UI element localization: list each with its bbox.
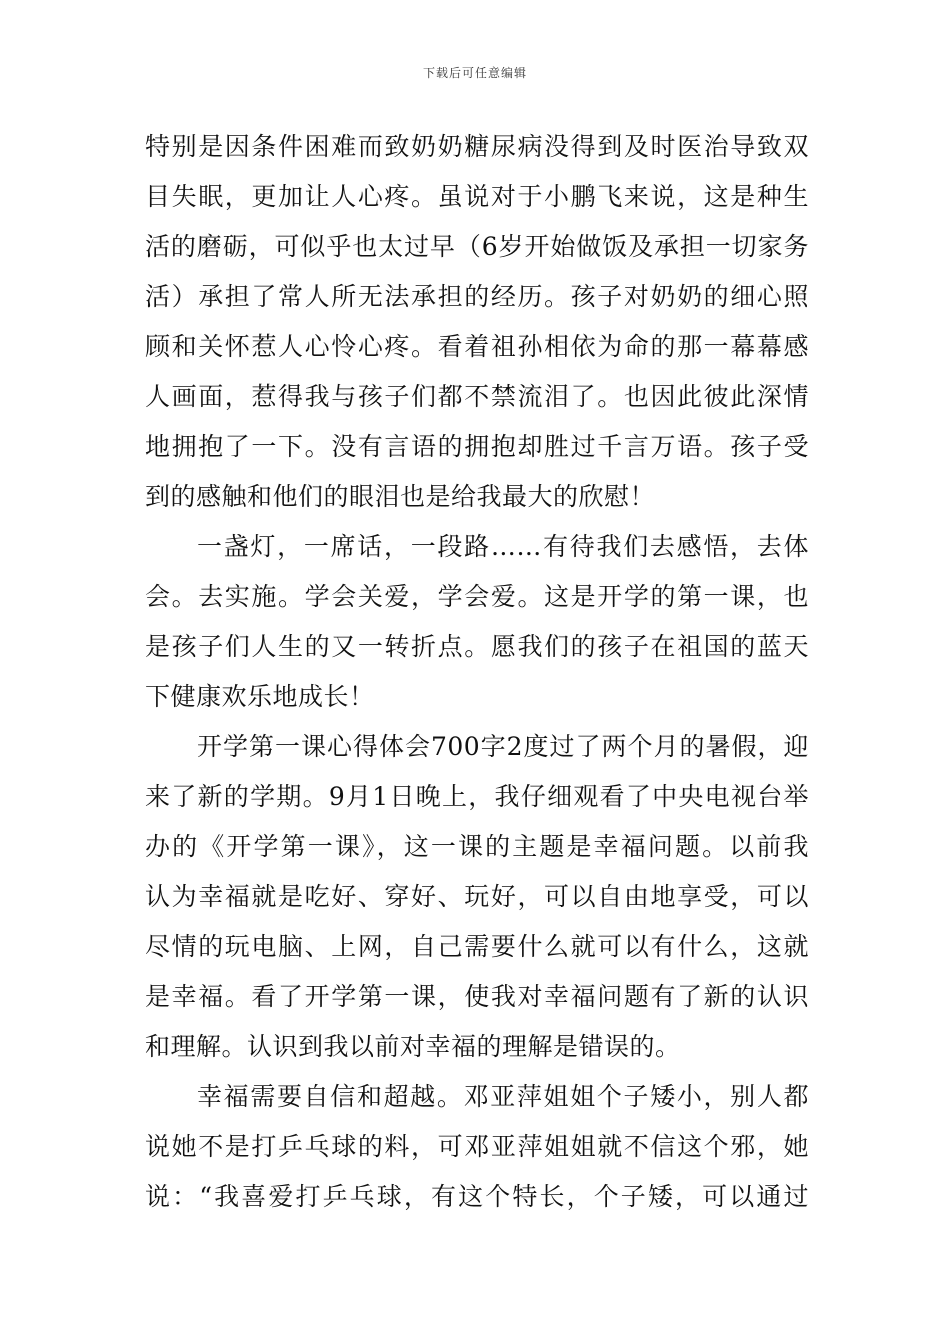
text-line: 来了新的学期。9月1日晚上，我仔细观看了中央电视台举 bbox=[145, 782, 809, 811]
text-line: 和理解。认识到我以前对幸福的理解是错误的。 bbox=[145, 1032, 681, 1061]
text-line: 特别是因条件困难而致奶奶糖尿病没得到及时医治导致双 bbox=[145, 132, 809, 161]
text-line: 活的磨砺，可似乎也太过早（6岁开始做饭及承担一切家务 bbox=[145, 232, 809, 261]
text-line: 顾和关怀惹人心怜心疼。看着祖孙相依为命的那一幕幕感 bbox=[145, 332, 809, 361]
page-header: 下载后可任意编辑 bbox=[422, 66, 527, 80]
text-line: 办的《开学第一课》，这一课的主题是幸福问题。以前我 bbox=[145, 832, 809, 861]
paragraph bbox=[145, 722, 809, 1072]
text-line: 幸福需要自信和超越。邓亚萍姐姐个子矮小，别人都 bbox=[197, 1082, 809, 1111]
text-line: 下健康欢乐地成长！ bbox=[145, 682, 375, 711]
text-line: 是幸福。看了开学第一课，使我对幸福问题有了新的认识 bbox=[145, 982, 809, 1011]
text-line: 目失眠，更加让人心疼。虽说对于小鹏飞来说，这是种生 bbox=[145, 182, 809, 211]
text-line: 开学第一课心得体会700字2度过了两个月的暑假，迎 bbox=[197, 732, 809, 761]
text-line: 人画面，惹得我与孩子们都不禁流泪了。也因此彼此深情 bbox=[145, 382, 809, 411]
text-line: 是孩子们人生的又一转折点。愿我们的孩子在祖国的蓝天 bbox=[145, 632, 809, 661]
paragraph bbox=[145, 122, 809, 522]
document-body bbox=[145, 122, 809, 1222]
text-line: 认为幸福就是吃好、穿好、玩好，可以自由地享受，可以 bbox=[145, 882, 809, 911]
text-line: 地拥抱了一下。没有言语的拥抱却胜过千言万语。孩子受 bbox=[145, 432, 809, 461]
paragraph bbox=[145, 522, 809, 722]
text-line: 尽情的玩电脑、上网，自己需要什么就可以有什么，这就 bbox=[145, 932, 809, 961]
text-line: 活）承担了常人所无法承担的经历。孩子对奶奶的细心照 bbox=[145, 282, 809, 311]
text-line: 说：“我喜爱打乒乓球，有这个特长，个子矮，可以通过 bbox=[145, 1182, 809, 1211]
text-line: 一盏灯，一席话，一段路……有待我们去感悟，去体 bbox=[197, 532, 809, 561]
paragraph bbox=[145, 1072, 809, 1222]
text-line: 会。去实施。学会关爱，学会爱。这是开学的第一课，也 bbox=[145, 582, 809, 611]
text-line: 到的感触和他们的眼泪也是给我最大的欣慰！ bbox=[145, 482, 656, 511]
text-line: 说她不是打乒乓球的料，可邓亚萍姐姐就不信这个邪，她 bbox=[145, 1132, 809, 1161]
